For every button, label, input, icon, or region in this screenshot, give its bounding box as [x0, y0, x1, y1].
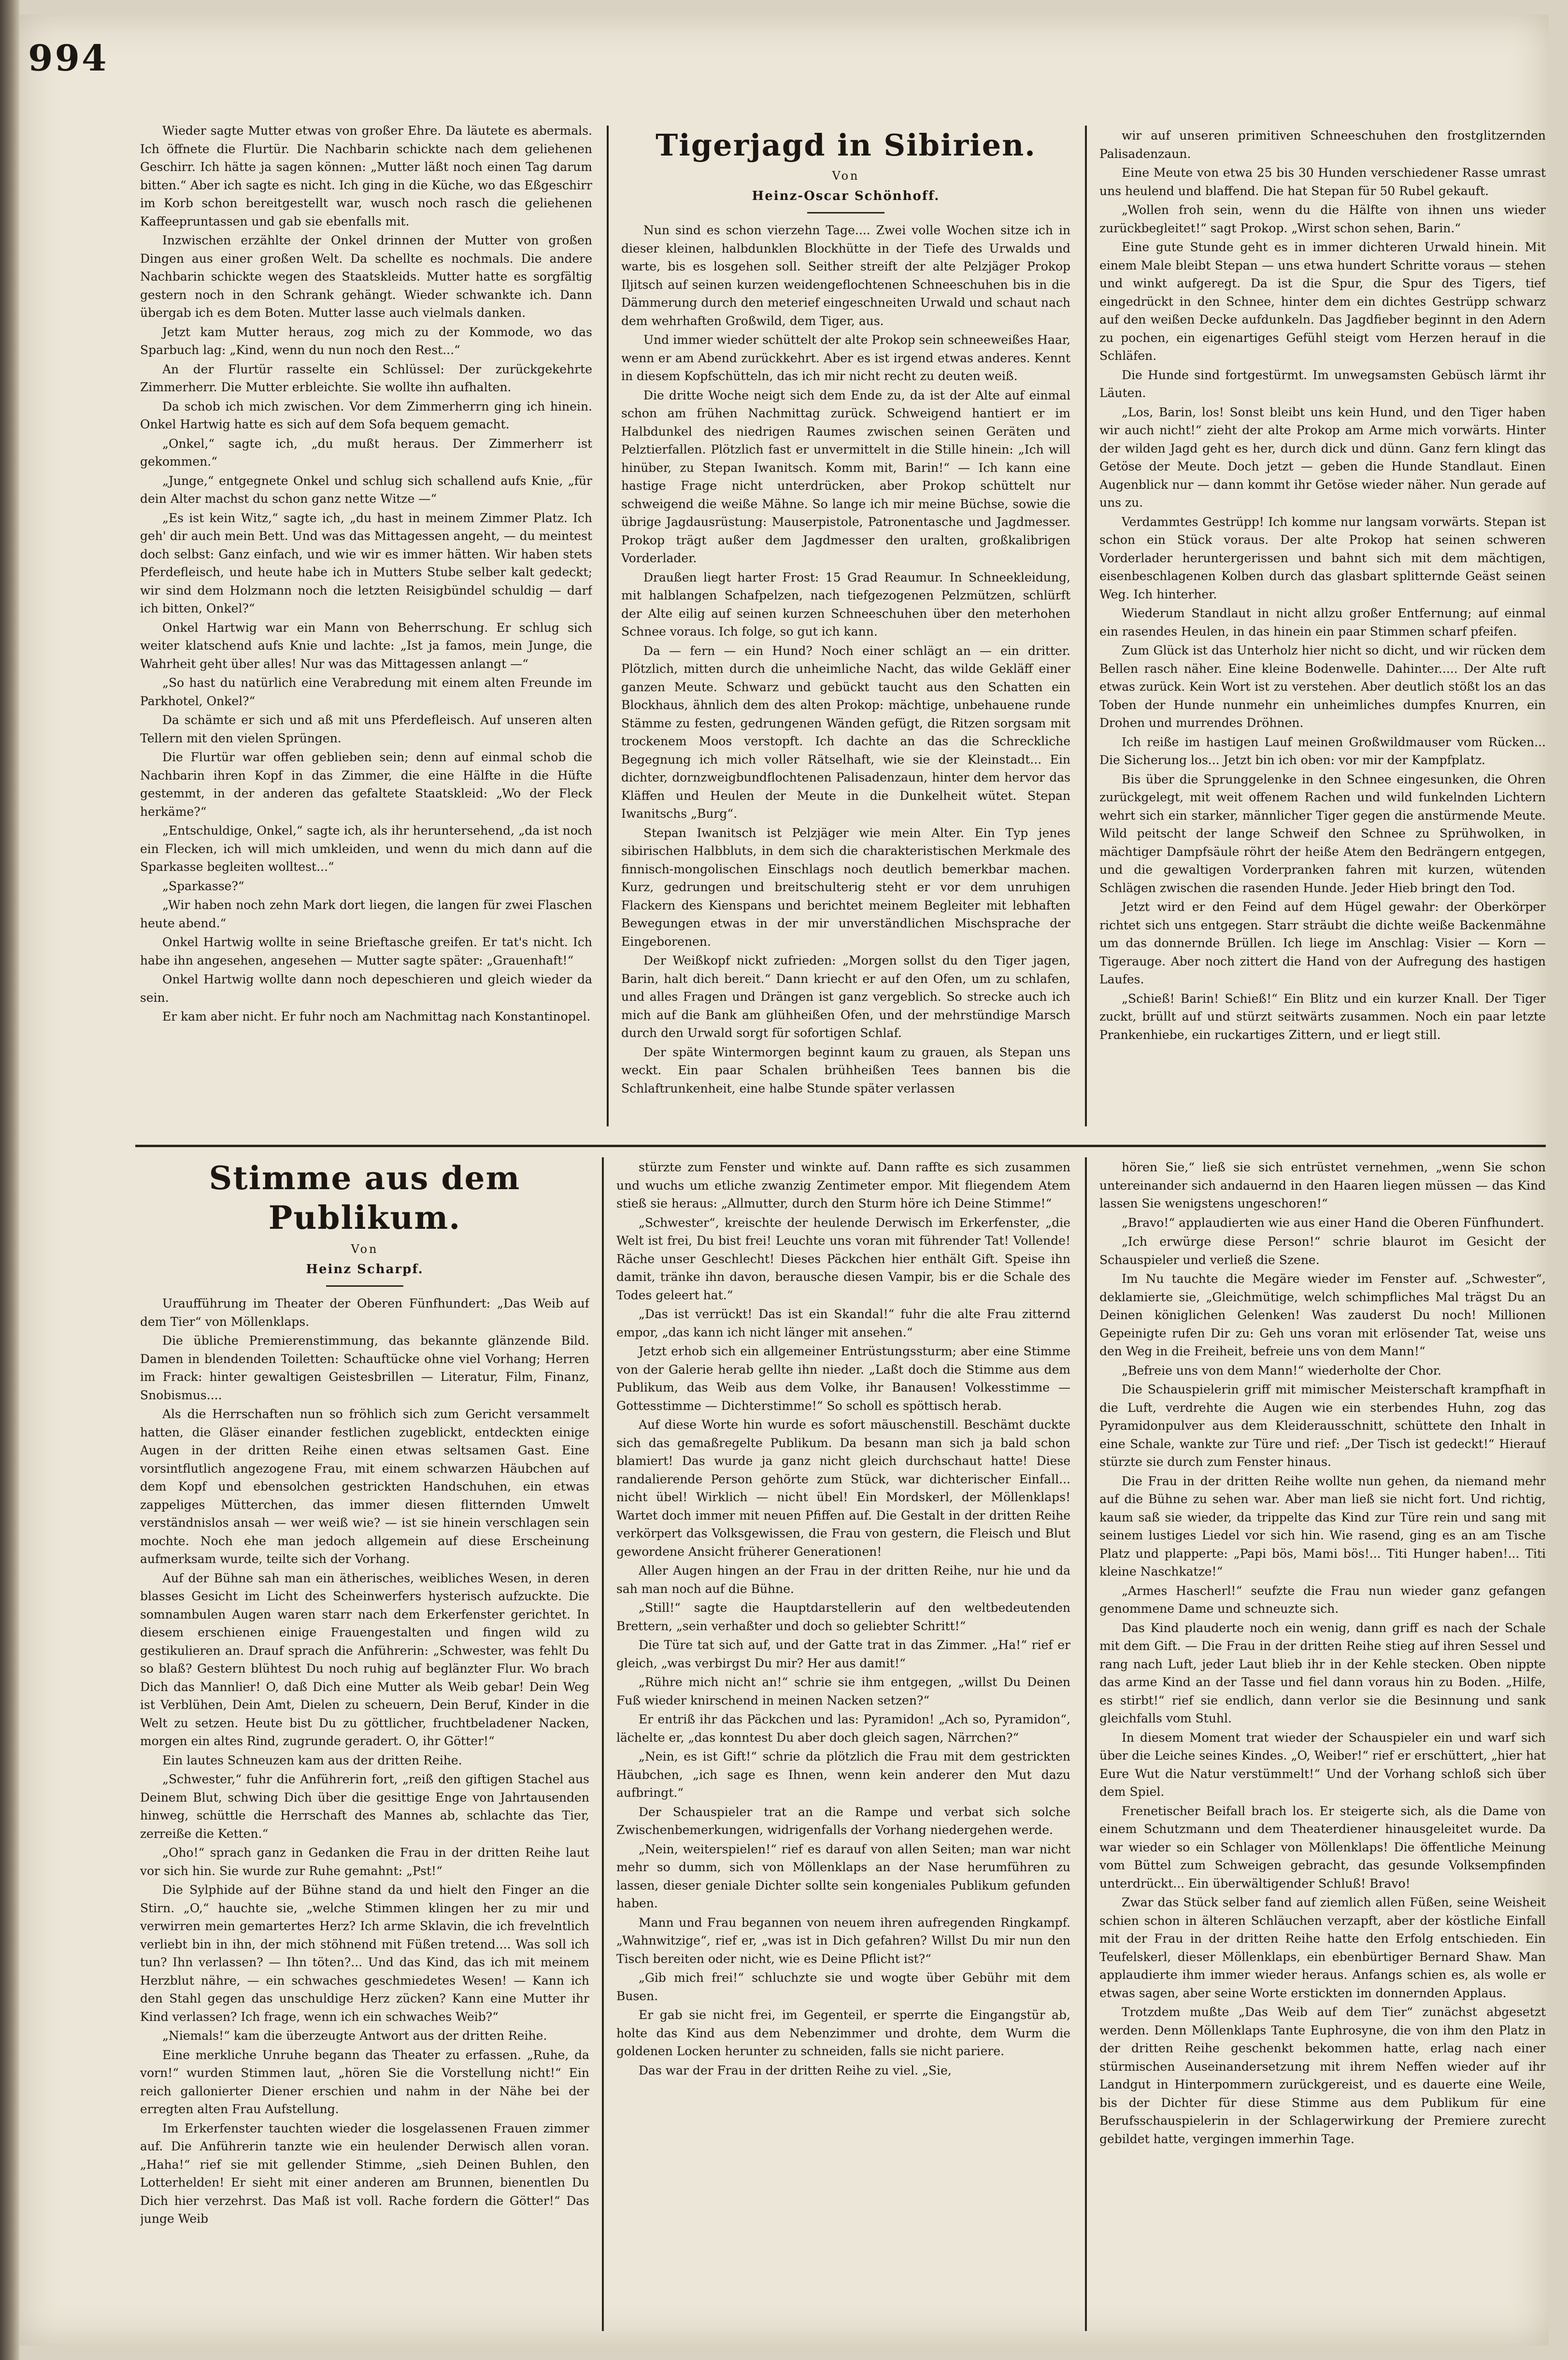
byline-von: Von: [832, 169, 860, 183]
article-paragraph: „Das ist verrückt! Das ist ein Skandal!“ fuhr die alte Frau zitternd empor, „das kann ich nicht länger mit ansehen.“: [616, 1307, 1070, 1339]
article-paragraph: „Schwester,“ fuhr die Anführerin fort, „reiß den giftigen Stachel aus Deinem Blut, schwing Dich über die gesittige Enge von Jahrtausenden hinweg, schüttle die Herrschaft des Mannes ab, schlachte das Tier, zerreiße die Ketten.“: [140, 1772, 589, 1841]
article-paragraph: Eine Meute von etwa 25 bis 30 Hunden verschiedener Rasse umrast uns heulend und blaffend. Die hat Stepan für 50 Rubel gekauft.: [1099, 166, 1546, 198]
byline-author: Heinz-Oscar Schönhoff.: [752, 188, 940, 203]
article-paragraph: „Nein, weiterspielen!“ rief es darauf von allen Seiten; man war nicht mehr so dumm, sich von Möllenklaps an der Nase herumführen zu lassen, dieser geniale Dichter sollte sein kongeniales Publikum gefunden haben.: [616, 1842, 1070, 1910]
article-paragraph: Draußen liegt harter Frost: 15 Grad Reaumur. In Schneekleidung, mit halblangen Schafpelzen, nach tiefgezogenen Pelzmützen, schlürft der Alte eilig auf seinen kurzen Schneeschuhen über den meterhohen Schnee voraus. Ich folge, so gut ich kann.: [621, 570, 1070, 639]
article-paragraph: In diesem Moment trat wieder der Schauspieler ein und warf sich über die Leiche seines Kindes. „O, Weiber!“ rief er erschüttert, „hier hat Eure Wut die Natur verstümmelt!“ Und der Vorhang schloß sich über dem Spiel.: [1099, 1730, 1546, 1799]
article-paragraph: Der Weißkopf nickt zufrieden: „Morgen sollst du den Tiger jagen, Barin, halt dich bereit.“ Dann kriecht er auf den Ofen, um zu schlafen, und alles Fragen und Drängen ist ganz vergeblich. So strecke auch ich mich auf die Bank am glühheißen Ofen, und der mehrstündige Marsch durch den Urwald sorgt für sofortigen Schlaf.: [621, 953, 1070, 1040]
article-paragraph: Als die Herrschaften nun so fröhlich sich zum Gericht versammelt hatten, die Gläser einander festlichen zugeblickt, entdeckten einige Augen in der dritten Reihe einen etwas seltsamen Gast. Eine vorsintflutlich angezogene Frau, mit einem schwarzen Häubchen auf dem Kopf und ebensolchen gestrickten Handschuhen, ein etwas zappeliges Mütterchen, das immer diesen flitternden Umwelt verständnislos ansah — wer weiß wie? — ist sie hinein verschlagen sein mochte. Noch ehe man jedoch allgemein auf diese Erscheinung aufmerksam wurde, teilte sich der Vorhang.: [140, 1407, 589, 1566]
article-paragraph: Die Flurtür war offen geblieben sein; denn auf einmal schob die Nachbarin ihren Kopf in das Zimmer, die eine Hälfte in die Hüfte gestemmt, in der anderen das gefaltete Staatskleid: „Wo der Fleck herkäme?“: [140, 750, 592, 819]
article-paragraph: Jetzt kam Mutter heraus, zog mich zu der Kommode, wo das Sparbuch lag: „Kind, wenn du nun noch den Rest...“: [140, 325, 592, 357]
article-paragraph: „Gib mich frei!“ schluchzte sie und wogte über Gebühr mit dem Busen.: [616, 1971, 1070, 2003]
article-paragraph: stürzte zum Fenster und winkte auf. Dann raffte es sich zusammen und wuchs um etliche zwanzig Zentimeter empor. Mit fliegendem Atem stieß sie heraus: „Allmutter, durch den Sturm höre ich Deine Stimme!“: [616, 1160, 1070, 1210]
article-paragraph: Eine gute Stunde geht es in immer dichteren Urwald hinein. Mit einem Male bleibt Stepan — uns etwa hundert Schritte voraus — stehen und winkt aufgeregt. Da ist die Spur, die Spur des Tigers, tief eingedrückt in den Schnee, hinter dem ein dichtes Gestrüpp schwarz auf den weißen Decke aufdunkeln. Das Jagdfieber beginnt in den Adern zu pochen, ein eigenartiges Gefühl steigt vom Herzen herauf in die Schläfen.: [1099, 240, 1546, 363]
article-paragraph: „Wollen froh sein, wenn du die Hälfte von ihnen uns wieder zurückbegleitet!“ sagt Prokop. „Wirst schon sehen, Barin.“: [1099, 203, 1546, 235]
article-paragraph: „Wir haben noch zehn Mark dort liegen, die langen für zwei Flaschen heute abend.“: [140, 898, 592, 930]
article-paragraph: Inzwischen erzählte der Onkel drinnen der Mutter von großen Dingen aus einer großen Welt. Da schellte es nochmals. Die andere Nachbarin schickte wegen des Staatskleids. Mutter hatte es sorgfältig gestern noch in den Schrank gehängt. Wieder schwankte ich. Dann übergab ich es dem Boten. Mutter lasse auch vielmals danken.: [140, 233, 592, 320]
article-paragraph: Der späte Wintermorgen beginnt kaum zu grauen, als Stepan uns weckt. Ein paar Schalen brühheißen Tees bannen bis die Schlaftrunkenheit, eine halbe Stunde später verlassen: [621, 1045, 1070, 1095]
article-paragraph: „Bravo!“ applaudierten wie aus einer Hand die Oberen Fünfhundert.: [1122, 1215, 1544, 1230]
article-paragraph: Die Schauspielerin griff mit mimischer Meisterschaft krampfhaft in die Luft, verdrehte die Augen wie ein sterbendes Huhn, zog das Pyramidonpulver aus dem Kleiderausschnitt, schüttete den Inhalt in eine Schale, wankte zur Türe und rief: „Der Tisch ist gedeckt!“ Hierauf stürzte sie durch zum Fenster hinaus.: [1099, 1382, 1546, 1469]
article-paragraph: Da — fern — ein Hund? Noch einer schlägt an — ein dritter. Plötzlich, mitten durch die unheimliche Nacht, das wilde Gekläff einer ganzen Meute. Schwarz und gebückt taucht aus den Schatten ein Blockhaus, ähnlich dem des alten Prokop: mächtige, unbehauene runde Stämme zu festen, gedrungenen Wänden gefügt, die Ritzen sorgsam mit trockenem Moos verstopft. Ich dachte an das die Schreckliche Begegnung ich mich voller Rätselhaft, wie sie der Kleinstadt... Ein dichter, dornzweigbundflochtenen Palisadenzaun, hinter dem hervor das Kläffen und Heulen der Meute in die Dunkelheit wütet. Stepan Iwanitschs „Burg“.: [621, 643, 1070, 821]
newspaper-page: [19, 14, 1549, 2346]
article-paragraph: „Entschuldige, Onkel,“ sagte ich, als ihr heruntersehend, „da ist noch ein Flecken, ich will mich umkleiden, und wenn du mich dann auf die Sparkasse begleiten wolltest...“: [140, 824, 592, 874]
article-paragraph: Eine merkliche Unruhe begann das Theater zu erfassen. „Ruhe, da vorn!“ wurden Stimmen laut, „hören Sie die Vorstellung nicht!“ Ein reich gallonierter Diener erschien und nahm in der Nähe bei der erregten alten Frau Aufstellung.: [140, 2047, 589, 2116]
article-paragraph: An der Flurtür rasselte ein Schlüssel: Der zurückgekehrte Zimmerherr. Die Mutter erbleichte. Sie wollte ihn aufhalten.: [140, 362, 592, 394]
article-headline: Tigerjagd in Sibirien.: [656, 128, 1036, 163]
article-headline: Stimme aus dem Publikum.: [209, 1159, 521, 1237]
article-paragraph: Und immer wieder schüttelt der alte Prokop sein schneeweißes Haar, wenn er am Abend zurückkehrt. Aber es ist irgend etwas anderes. Kennt in diesem Kopfschütteln, das ich mir nicht recht zu deuten weiß.: [621, 333, 1070, 383]
article-paragraph: „Sparkasse?“: [162, 879, 244, 893]
article-paragraph: „Schwester“, kreischte der heulende Derwisch im Erkerfenster, „die Welt ist frei, Du bist frei! Leuchte uns voran mit führender Tat! Vollende! Räche unser Geschlecht! Dieses Päckchen hier enthält Gift. Speise ihn damit, tränke ihn davon, berausche diesen Vampir, bis er die Schale des Todes geleert hat.“: [616, 1215, 1070, 1302]
article-paragraph: „Onkel,“ sagte ich, „du mußt heraus. Der Zimmerherr ist gekommen.“: [140, 436, 592, 469]
article-paragraph: „Es ist kein Witz,“ sagte ich, „du hast in meinem Zimmer Platz. Ich geh' dir auch mein Bett. Und was das Mittagessen angeht, — du meintest doch selbst: Ganz einfach, und wie wir es immer hätten. Wir haben stets Pferdefleisch, und heute habe ich in Mutters Stube selber kalt gedeckt; wir sind dem Holzmann noch die letzten Reisigbündel schuldig — darf ich bitten, Onkel?“: [140, 511, 592, 615]
article-paragraph: Frenetischer Beifall brach los. Er steigerte sich, als die Dame von einem Schutzmann und dem Theaterdiener hinausgeleitet wurde. Da war wieder so ein Schlager von Möllenklaps! Die öffentliche Meinung vom Büttel zum Schweigen gebracht, das gesunde Volksempfinden unterdrückt... Ein überwältigender Schluß! Bravo!: [1099, 1804, 1546, 1891]
article-paragraph: Da schob ich mich zwischen. Vor dem Zimmerherrn ging ich hinein. Onkel Hartwig hatte es sich auf dem Sofa bequem gemacht.: [140, 399, 592, 431]
article-paragraph: „Armes Hascherl!“ seufzte die Frau nun wieder ganz gefangen genommene Dame und schneuzte sich.: [1099, 1583, 1546, 1616]
article-paragraph: Jetzt wird er den Feind auf dem Hügel gewahr: der Oberkörper richtet sich uns entgegen. Starr sträubt die dichte weiße Backenmähne um das donnernde Brüllen. Ich liege im Anschlag: Visier — Korn — Tigerauge. Aber noch zittert die Hand von der Aufregung des hastigen Laufes.: [1099, 900, 1546, 986]
article-paragraph: Wiederum Standlaut in nicht allzu großer Entfernung; auf einmal ein rasendes Heulen, in das hinein ein paar Stimmen scharf pfeifen.: [1099, 606, 1546, 639]
article-paragraph: „Befreie uns von dem Mann!“ wiederholte der Chor.: [1122, 1363, 1441, 1378]
article-paragraph: Auf der Bühne sah man ein ätherisches, weibliches Wesen, in deren blasses Gesicht im Licht des Scheinwerfers hysterisch aufzuckte. Die somnambulen Augen waren starr nach dem Erkerfenster gerichtet. In diesem erschienen einige Frauengestalten und fingen wild zu gestikulieren an. Drauf sprach die Anführerin: „Schwester, was fehlt Du so blaß? Gestern blühtest Du noch ruhig auf beglänzter Flur. Wo brach Dich das Mannlier! O, daß Dich eine Mutter als Weib gebar! Dein Weg ist Verblühen, Dein Amt, Dielen zu scheuern, Dein Beruf, Kinder in die Welt zu setzen. Heute bist Du zu göttlicher, fruchtbeladener Nacken, morgen ein altes Rind, zugrunde geradert. O, ihr Götter!“: [140, 1571, 589, 1748]
article-paragraph: Jetzt erhob sich ein allgemeiner Entrüstungssturm; aber eine Stimme von der Galerie herab gellte ihn nieder. „Laßt doch die Stimme aus dem Publikum, das Weib aus dem Volke, ihr Banausen! Volkesstimme — Gottesstimme — Dichterstimme!“ So scholl es spöttisch herab.: [616, 1344, 1070, 1413]
article-paragraph: Zum Glück ist das Unterholz hier nicht so dicht, und wir rücken dem Bellen rasch näher. Eine kleine Bodenwelle. Dahinter..... Der Alte ruft etwas zurück. Kein Wort ist zu verstehen. Aber deutlich stößt los an das Toben der Hunde nunmehr ein unheimliches dumpfes Knurren, ein Drohen und murrendes Dröhnen.: [1099, 643, 1546, 730]
article-paragraph: „Nein, es ist Gift!“ schrie da plötzlich die Frau mit dem gestrickten Häubchen, „ich sage es Ihnen, wenn kein anderer den Mut dazu aufbringt.“: [616, 1749, 1070, 1800]
article-paragraph: Mann und Frau begannen von neuem ihren aufregenden Ringkampf. „Wahnwitzige“, rief er, „was ist in Dich gefahren? Willst Du mir nun den Tisch bereiten oder nicht, wie es Deine Pflicht ist?“: [616, 1915, 1070, 1966]
article-paragraph: Die Hunde sind fortgestürmt. Im unwegsamsten Gebüsch lärmt ihr Läuten.: [1099, 368, 1546, 400]
article-paragraph: Die Frau in der dritten Reihe wollte nun gehen, da niemand mehr auf die Bühne zu sehen war. Aber man ließ sie nicht fort. Und richtig, kaum saß sie wieder, da trippelte das Kind zur Türe rein und sang mit seinem lustiges Liedel vor sich hin. Wie rasend, ging es an am Tische Platz und plapperte: „Papi bös, Mami bös!... Titi Hunger haben!... Titi kleine Naschkatze!“: [1099, 1474, 1546, 1578]
tigerjagd-continued-column: [1099, 127, 1546, 1134]
article-paragraph: „So hast du natürlich eine Verabredung mit einem alten Freunde im Parkhotel, Onkel?“: [140, 676, 592, 708]
binding-gutter: [0, 0, 19, 2360]
article-paragraph: Stepan Iwanitsch ist Pelzjäger wie mein Alter. Ein Typ jenes sibirischen Halbbluts, in dem sich die charakteristischen Merkmale des finnisch-mongolischen Einschlags noch deutlich bemerkbar machen. Kurz, gedrungen und breitschulterig steht er vor dem unruhigen Flackern des Kienspans und berichtet meinem Begleiter mit lebhaften Bewegungen etwas in der mir unverständlichen Mischsprache der Eingeborenen.: [621, 825, 1070, 949]
article-paragraph: Die Türe tat sich auf, und der Gatte trat in das Zimmer. „Ha!“ rief er gleich, „was verbirgst Du mir? Her aus damit!“: [616, 1638, 1070, 1670]
article-paragraph: „Oho!“ sprach ganz in Gedanken die Frau in der dritten Reihe laut vor sich hin. Sie wurde zur Ruhe gemahnt: „Pst!“: [140, 1846, 589, 1878]
article-paragraph: Die Sylphide auf der Bühne stand da und hielt den Finger an die Stirn. „O,“ hauchte sie, „welche Stimmen klingen her zu mir und verwirren mein gemartertes Herz? Ich arme Sklavin, die ich frevelntlich verliebt bin in ihn, der mich stöhnend mit Füßen tretend.... Was soll ich tun? Ihn verlassen? — Ihn töten?... Und das Kind, das ich mit meinem Herzblut nähre, — ein schwaches geschmiedetes Wesen! — Kann ich den Stahl gegen das unschuldige Herz zücken? Kann eine Mutter ihr Kind verlassen? Ich frage, wenn ich ein schwaches Weib?“: [140, 1883, 589, 2024]
byline-rule: [326, 1285, 403, 1287]
article-paragraph: „Still!“ sagte die Hauptdarstellerin auf den weltbedeutenden Brettern, „sein verhaßter und doch so geliebter Schritt!“: [616, 1601, 1070, 1633]
article-paragraph: Onkel Hartwig war ein Mann von Beherrschung. Er schlug sich weiter klatschend aufs Knie und lachte: „Ist ja famos, mein Junge, die Wahrheit geht über alles! Nur was das Mittagessen anlangt —“: [140, 620, 592, 671]
article-paragraph: wir auf unseren primitiven Schneeschuhen den frostglitzernden Palisadenzaun.: [1099, 128, 1546, 161]
stimme-column: [140, 1149, 589, 2337]
article-paragraph: Auf diese Worte hin wurde es sofort mäuschenstill. Beschämt duckte sich das gemaßregelte Publikum. Da besann man sich ja bald schon blamiert! Das wurde ja ganz nicht gleich durchschaut hatte! Diese randalierende Person gehörte zum Stück, war dichterischer Einfall... nicht übel! Wirklich — nicht übel! Ein Mordskerl, der Möllenklaps! Wartet doch immer mit neuen Pfiffen auf. Die Gestalt in der dritten Reihe verkörpert das Volksgewissen, die Frau von gestern, die Fleisch und Blut gewordene Ansicht früherer Generationen!: [616, 1418, 1070, 1559]
article-paragraph: Er gab sie nicht frei, im Gegenteil, er sperrte die Eingangstür ab, holte das Kind aus dem Nebenzimmer und drohte, dem Wurm die goldenen Locken herunter zu schneiden, falls sie nicht pariere.: [616, 2008, 1070, 2058]
article-paragraph: Uraufführung im Theater der Oberen Fünfhundert: „Das Weib auf dem Tier“ von Möllenklaps.: [140, 1296, 589, 1329]
article-paragraph: Zwar das Stück selber fand auf ziemlich allen Füßen, seine Weisheit schien schon in älteren Schläuchen verzapft, aber der köstliche Einfall mit der Frau in der dritten Reihe hatte den Erfolg entschieden. Ein Teufelskerl, dieser Möllenklaps, ein ebenbürtiger Bernard Shaw. Man applaudierte ihm immer wieder heraus. Anfangs schien es, als wolle er etwas sagen, aber seine Worte erstickten im donnernden Applaus.: [1099, 1895, 1546, 2000]
article-paragraph: Die dritte Woche neigt sich dem Ende zu, da ist der Alte auf einmal schon am frühen Nachmittag zurück. Schweigend hantiert er im Halbdunkel des niedrigen Raumes zwischen seinen Geräten und Pelztierfallen. Plötzlich fast er unvermittelt in die Stille hinein: „Ich will hinüber, zu Stepan Iwanitsch. Komm mit, Barin!“ — Ich kann eine hastige Frage nicht unterdrücken, aber Prokop schüttelt nur schweigend die weiße Mähne. So lange ich mir meine Büchse, sowie die übrige Jagdausrüstung: Mauserpistole, Patronentasche und Jagdmesser. Prokop trägt außer dem Jagdmesser den uralten, großkalibrigen Vorderlader.: [621, 388, 1070, 565]
article-paragraph: „Rühre mich nicht an!“ schrie sie ihm entgegen, „willst Du Deinen Fuß wieder knirschend in meinen Nacken setzen?“: [616, 1675, 1070, 1707]
article-paragraph: hören Sie,“ ließ sie sich entrüstet vernehmen, „wenn Sie schon untereinander sich andauernd in den Haaren liegen müssen — das Kind lassen Sie wenigstens ungeschoren!“: [1099, 1160, 1546, 1210]
article-paragraph: Da schämte er sich und aß mit uns Pferdefleisch. Auf unseren alten Tellern mit den vielen Sprüngen.: [140, 713, 592, 745]
article-paragraph: Er kam aber nicht. Er fuhr noch am Nachmittag nach Konstantinopel.: [162, 1009, 591, 1024]
tigerjagd-column: [621, 117, 1070, 1134]
article-paragraph: „Niemals!“ kam die überzeugte Antwort aus der dritten Reihe.: [162, 2029, 547, 2043]
article-paragraph: Er entriß ihr das Päckchen und las: Pyramidon! „Ach so, Pyramidon“, lächelte er, „das konntest Du aber doch gleich sagen, Närrchen?“: [616, 1712, 1070, 1745]
article-paragraph: Ein lautes Schneuzen kam aus der dritten Reihe.: [162, 1753, 462, 1767]
article-paragraph: Nun sind es schon vierzehn Tage.... Zwei volle Wochen sitze ich in dieser kleinen, halbdunklen Blockhütte in der Tiefe des Urwalds und warte, bis es losgehen soll. Seither streift der alte Pelzjäger Prokop Iljitsch auf seinen kurzen weidengeflochtenen Schneeschuhen bis in die Dämmerung durch den meterief eingeschneiten Urwald und schaut nach dem wehrhaften Großwild, dem Tiger, aus.: [621, 223, 1070, 328]
article-paragraph: Bis über die Sprunggelenke in den Schnee eingesunken, die Ohren zurückgelegt, mit weit offenem Rachen und wild funkelnden Lichtern wehrt sich ein starker, männlicher Tiger gegen die anstürmende Meute. Wild peitscht der lange Schweif den Schnee zu Sprühwolken, in mächtiger Dampfsäule röhrt der heiße Atem den Bedrängern entgegen, und die gewaltigen Vorderpranken fahren mit kurzen, wütenden Schlägen zwischen die rasenden Hunde. Jeder Hieb bringt den Tod.: [1099, 772, 1546, 895]
article-paragraph: Das Kind plauderte noch ein wenig, dann griff es nach der Schale mit dem Gift. — Die Frau in der dritten Reihe stieg auf ihren Sessel und rang nach Luft, jeder Laut blieb ihr in der Kehle stecken. Oben nippte das arme Kind an der Tasse und fiel dann voraus hin zu Boden. „Hilfe, es stirbt!“ rief sie endlich, dann verlor sie die Besinnung und sank gleichfalls vom Stuhl.: [1099, 1621, 1546, 1725]
article-paragraph: Onkel Hartwig wollte dann noch depeschieren und gleich wieder da sein.: [140, 972, 592, 1005]
stimme-continued-column-1: [616, 1158, 1070, 2337]
column-rule-top-2: [1085, 126, 1087, 1126]
section-divider: [135, 1145, 1546, 1147]
byline-von: Von: [351, 1242, 379, 1256]
article-paragraph: Onkel Hartwig wollte in seine Brieftasche greifen. Er tat's nicht. Ich habe ihn angesehen, angesehen — Mutter sagte später: „Grauenhaft!“: [140, 935, 592, 967]
article-paragraph: Das war der Frau in der dritten Reihe zu viel. „Sie,: [639, 2063, 952, 2077]
page-number: 994: [28, 38, 109, 79]
column-rule-bottom-1: [602, 1157, 604, 2331]
article-paragraph: „Junge,“ entgegnete Onkel und schlug sich schallend aufs Knie, „für dein Alter machst du schon ganz nette Witze —“: [140, 473, 592, 506]
article-paragraph: „Schieß! Barin! Schieß!“ Ein Blitz und ein kurzer Knall. Der Tiger zuckt, brüllt auf und stürzt seitwärts zusammen. Noch ein paar letzte Prankenhiebe, ein ruckartiges Zittern, und er liegt still.: [1099, 991, 1546, 1042]
article-paragraph: Trotzdem mußte „Das Weib auf dem Tier“ zunächst abgesetzt werden. Denn Möllenklaps Tante Euphrosyne, die von ihm den Platz in der dritten Reihe geschenkt bekommen hatte, erlag nach einer stürmischen Auseinandersetzung mit ihrem Neffen wieder auf ihr Landgut in Hinterpommern zurückgereist, und es dauerte eine Weile, bis der Dichter für diese Stimme aus dem Publikum für eine Berufsschauspielerin in der Schlagerwirkung der Premiere zurecht gebildet hatte, vergingen immerhin Tage.: [1099, 2005, 1546, 2146]
byline-rule: [807, 212, 884, 213]
byline-author: Heinz Scharpf.: [306, 1262, 424, 1277]
article-paragraph: Ich reiße im hastigen Lauf meinen Großwildmauser vom Rücken... Die Sicherung los... Jetzt bin ich oben: vor mir der Kampfplatz.: [1099, 735, 1546, 767]
article-paragraph: Der Schauspieler trat an die Rampe und verbat sich solche Zwischenbemerkungen, widrigenfalls der Vorhang niedergehen werde.: [616, 1805, 1070, 1837]
column-rule-bottom-2: [1085, 1157, 1087, 2331]
article-paragraph: „Los, Barin, los! Sonst bleibt uns kein Hund, und den Tiger haben wir auch nicht!“ zieht der alte Prokop am Arme mich vorwärts. Hinter der wilden Jagd geht es her, durch dick und dünn. Ganz fern klingt das Getöse der Meute. Doch jetzt — geben die Hunde Standlaut. Einen Augenblick nur — dann kommt ihr Getöse wieder näher. Nun gerade auf uns zu.: [1099, 405, 1546, 510]
article-paragraph: Im Erkerfenster tauchten wieder die losgelassenen Frauen zimmer auf. Die Anführerin tanzte wie ein heulender Derwisch allen voran. „Haha!“ rief sie mit gellender Stimme, „sieh Deinen Buhlen, den Lotterhelden! Er sieht mit einer anderen am Brunnen, bienentlen Du Dich hier verzehrst. Das Maß ist voll. Rache fordern die Götter!“ Das junge Weib: [140, 2121, 589, 2226]
story-end-column: [140, 122, 592, 1134]
article-paragraph: „Ich erwürge diese Person!“ schrie blaurot im Gesicht der Schauspieler und verließ die Szene.: [1099, 1235, 1546, 1267]
article-paragraph: Im Nu tauchte die Megäre wieder im Fenster auf. „Schwester“, deklamierte sie, „Gleichmütige, welch schimpfliches Mal trägst Du an Deinen königlichen Gelenken! Was zauderst Du noch! Millionen Gepeinigte rufen Dir zu: Geh uns voran mit erlösender Tat, weise uns den Weg in die Freiheit, befreie uns von dem Mann!“: [1099, 1272, 1546, 1358]
article-paragraph: Aller Augen hingen an der Frau in der dritten Reihe, nur hie und da sah man noch auf die Bühne.: [616, 1564, 1070, 1596]
article-paragraph: Wieder sagte Mutter etwas von großer Ehre. Da läutete es abermals. Ich öffnete die Flurtür. Die Nachbarin schickte nach dem geliehenen Geschirr. Ich hätte ja sagen können: „Mutter läßt noch einen Tag darum bitten.“ Aber ich sagte es nicht. Ich ging in die Küche, wo das Eßgeschirr im Korb schon bereitgestellt war, wusch noch rasch die geliehenen Kaffeepruntassen und gab sie ebenfalls mit.: [140, 124, 592, 228]
article-paragraph: Verdammtes Gestrüpp! Ich komme nur langsam vorwärts. Stepan ist schon ein Stück voraus. Der alte Prokop hat seinen schweren Vorderlader heruntergerissen und bahnt sich mit dem mächtigen, eisenbeschlagenen Kolben durch das glasbart splitternde Geäst seinen Weg. Ich hinterher.: [1099, 514, 1546, 601]
column-rule-top-1: [607, 126, 609, 1126]
stimme-continued-column-2: [1099, 1158, 1546, 2337]
article-paragraph: Die übliche Premierenstimmung, das bekannte glänzende Bild. Damen in blendenden Toiletten: Schauftücke ohne viel Vorhang; Herren im Frack: hinter gewaltigen Geistesbrillen — Literatur, Film, Finanz, Snobismus....: [140, 1334, 589, 1402]
